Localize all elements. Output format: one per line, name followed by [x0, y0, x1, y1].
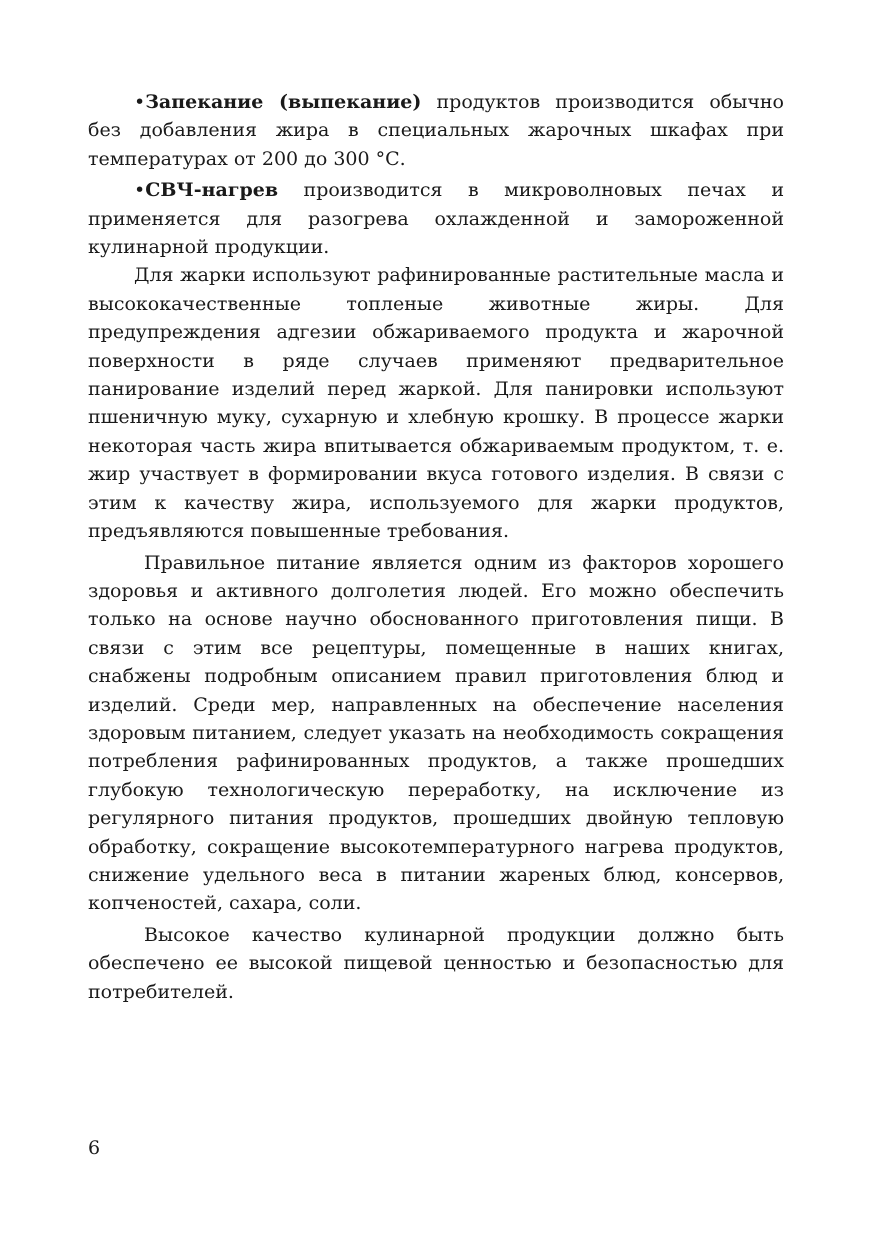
- term-microwave: СВЧ-нагрев: [145, 179, 279, 202]
- paragraph-text: производится в микроволновых печах и применяется для разогрева охлажденной и замороженной кулинарной продукции.: [88, 179, 784, 259]
- paragraph-microwave: [88, 176, 784, 261]
- bullet: •: [134, 91, 146, 113]
- paragraph-frying-fats: Для жарки используют рафинированные растительные масла и высококачественные топленые животные жиры. Для предупреждения адгезии обжариваемого продукта и жарочной поверхности в ряде случаев применяют предварительное панирование изделий перед жаркой. Для панировки используют пшеничную муку, сухарную и хлебную крошку. В процессе жарки некоторая часть жира впитывается обжариваемым продуктом, т. е. жир участвует в формировании вкуса готового изделия. В связи с этим к качеству жира, используемого для жарки продуктов, предъявляются повышенные требования.: [88, 264, 784, 543]
- page-body: [88, 88, 784, 1006]
- term-baking: Запекание (выпекание): [145, 91, 422, 113]
- paragraph-baking: [88, 88, 784, 173]
- paragraph-quality: Высокое качество кулинарной продукции должно быть обеспечено ее высокой пищевой ценностью и безопасностью для потребителей.: [88, 923, 784, 1003]
- page-number: 6: [88, 1137, 101, 1159]
- paragraph-healthy-nutrition: Правильное питание является одним из факторов хорошего здоровья и активного долголетия людей. Его можно обеспечить только на основе научно обоснованного приготовления пищи. В связи с этим все рецептуры, помещенные в наших книгах, снабжены подробным описанием правил приготовления блюд и изделий. Среди мер, направленных на обеспечение населения здоровым питанием, следует указать на необходимость сокращения потребления рафинированных продуктов, а также прошедших глубокую технологическую переработку, на исключение из регулярного питания продуктов, прошедших двойную тепловую обработку, сокращение высокотемпературного нагрева продуктов, снижение удельного веса в питании жареных блюд, консервов, копченостей, сахара, соли.: [88, 551, 784, 915]
- bullet: •: [134, 179, 146, 202]
- paragraph-text: продуктов производится обычно без добавления жира в специальных жарочных шкафах при температурах от 200 до 300 °С.: [88, 91, 784, 170]
